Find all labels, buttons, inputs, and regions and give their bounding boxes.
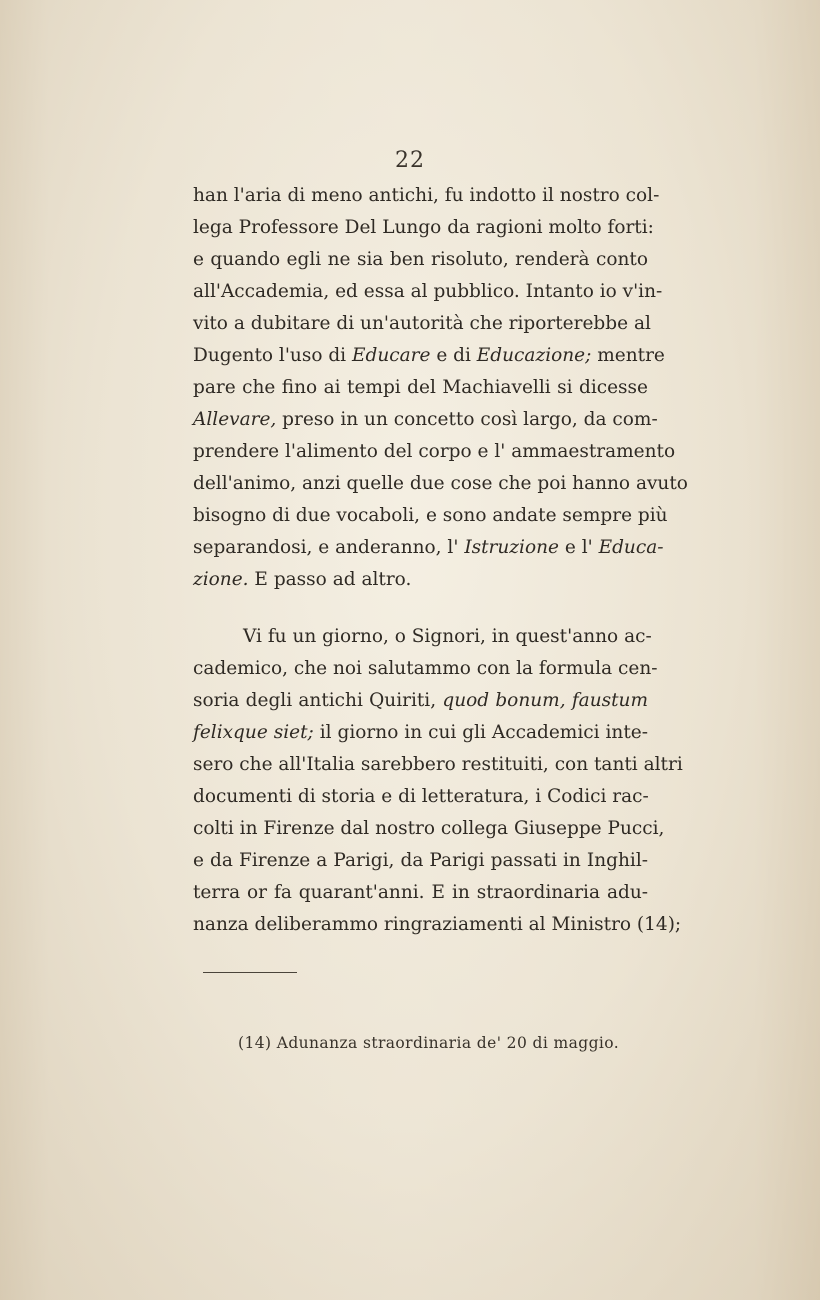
text-run: e l'	[558, 537, 599, 558]
text-line: vito a dubitare di un'autorità che riporterebbe al	[193, 313, 651, 334]
text-line: Vi fu un giorno, o Signori, in quest'anno ac-	[243, 626, 652, 647]
italic-term-istruzione: Istruzione	[464, 537, 559, 558]
text-line: all'Accademia, ed essa al pubblico. Intanto io v'in-	[193, 281, 663, 302]
text-line	[193, 564, 648, 596]
text-line	[193, 532, 664, 564]
text-run: soria degli antichi Quiriti,	[193, 690, 443, 711]
italic-latin-formula: quod bonum, faustum	[442, 690, 648, 711]
text-line	[193, 340, 665, 372]
text-run: Dugento l'uso di	[193, 345, 352, 366]
text-line	[193, 404, 658, 436]
italic-term-educare: Educare	[351, 345, 431, 366]
text-line	[193, 717, 648, 749]
text-line: cademico, che noi salutammo con la formula cen-	[193, 658, 658, 679]
text-line: dell'animo, anzi quelle due cose che poi hanno avuto	[193, 473, 688, 494]
text-run: E passo ad altro.	[248, 569, 412, 590]
text-run: separandosi, e anderanno, l'	[193, 537, 465, 558]
text-line: terra or fa quarant'anni. E in straordinaria adu-	[193, 882, 648, 903]
italic-term-zione: zione.	[193, 569, 249, 590]
text-line: e quando egli ne sia ben risoluto, renderà conto	[193, 249, 648, 270]
italic-latin-formula-end: felixque siet;	[193, 722, 314, 743]
footnote-separator	[203, 972, 297, 973]
text-line: documenti di storia e di letteratura, i Codici rac-	[193, 786, 649, 807]
text-line: lega Professore Del Lungo da ragioni molto forti:	[193, 217, 654, 238]
text-line: nanza deliberammo ringraziamenti al Ministro (14);	[193, 914, 682, 935]
page-number: 22	[395, 148, 425, 173]
text-line: han l'aria di meno antichi, fu indotto il nostro col-	[193, 185, 660, 206]
text-run: e di	[430, 345, 477, 366]
text-line: bisogno di due vocaboli, e sono andate sempre più	[193, 505, 668, 526]
text-line: prendere l'alimento del corpo e l' ammaestramento	[193, 441, 676, 462]
text-run: mentre	[591, 345, 665, 366]
text-run: il giorno in cui gli Accademici inte-	[313, 722, 648, 743]
text-run: preso in un concetto così largo, da com-	[276, 409, 658, 430]
text-line: pare che fino ai tempi del Machiavelli si dicesse	[193, 377, 648, 398]
italic-term-educa: Educa-	[598, 537, 664, 558]
footnote: (14) Adunanza straordinaria de' 20 di maggio.	[238, 1034, 620, 1052]
text-line: sero che all'Italia sarebbero restituiti, con tanti altri	[193, 754, 683, 775]
text-line	[193, 685, 648, 717]
text-line: e da Firenze a Parigi, da Parigi passati in Inghil-	[193, 850, 648, 871]
italic-term-educazione: Educazione;	[476, 345, 592, 366]
italic-term-allevare: Allevare,	[193, 409, 277, 430]
text-line: colti in Firenze dal nostro collega Giuseppe Pucci,	[193, 818, 665, 839]
